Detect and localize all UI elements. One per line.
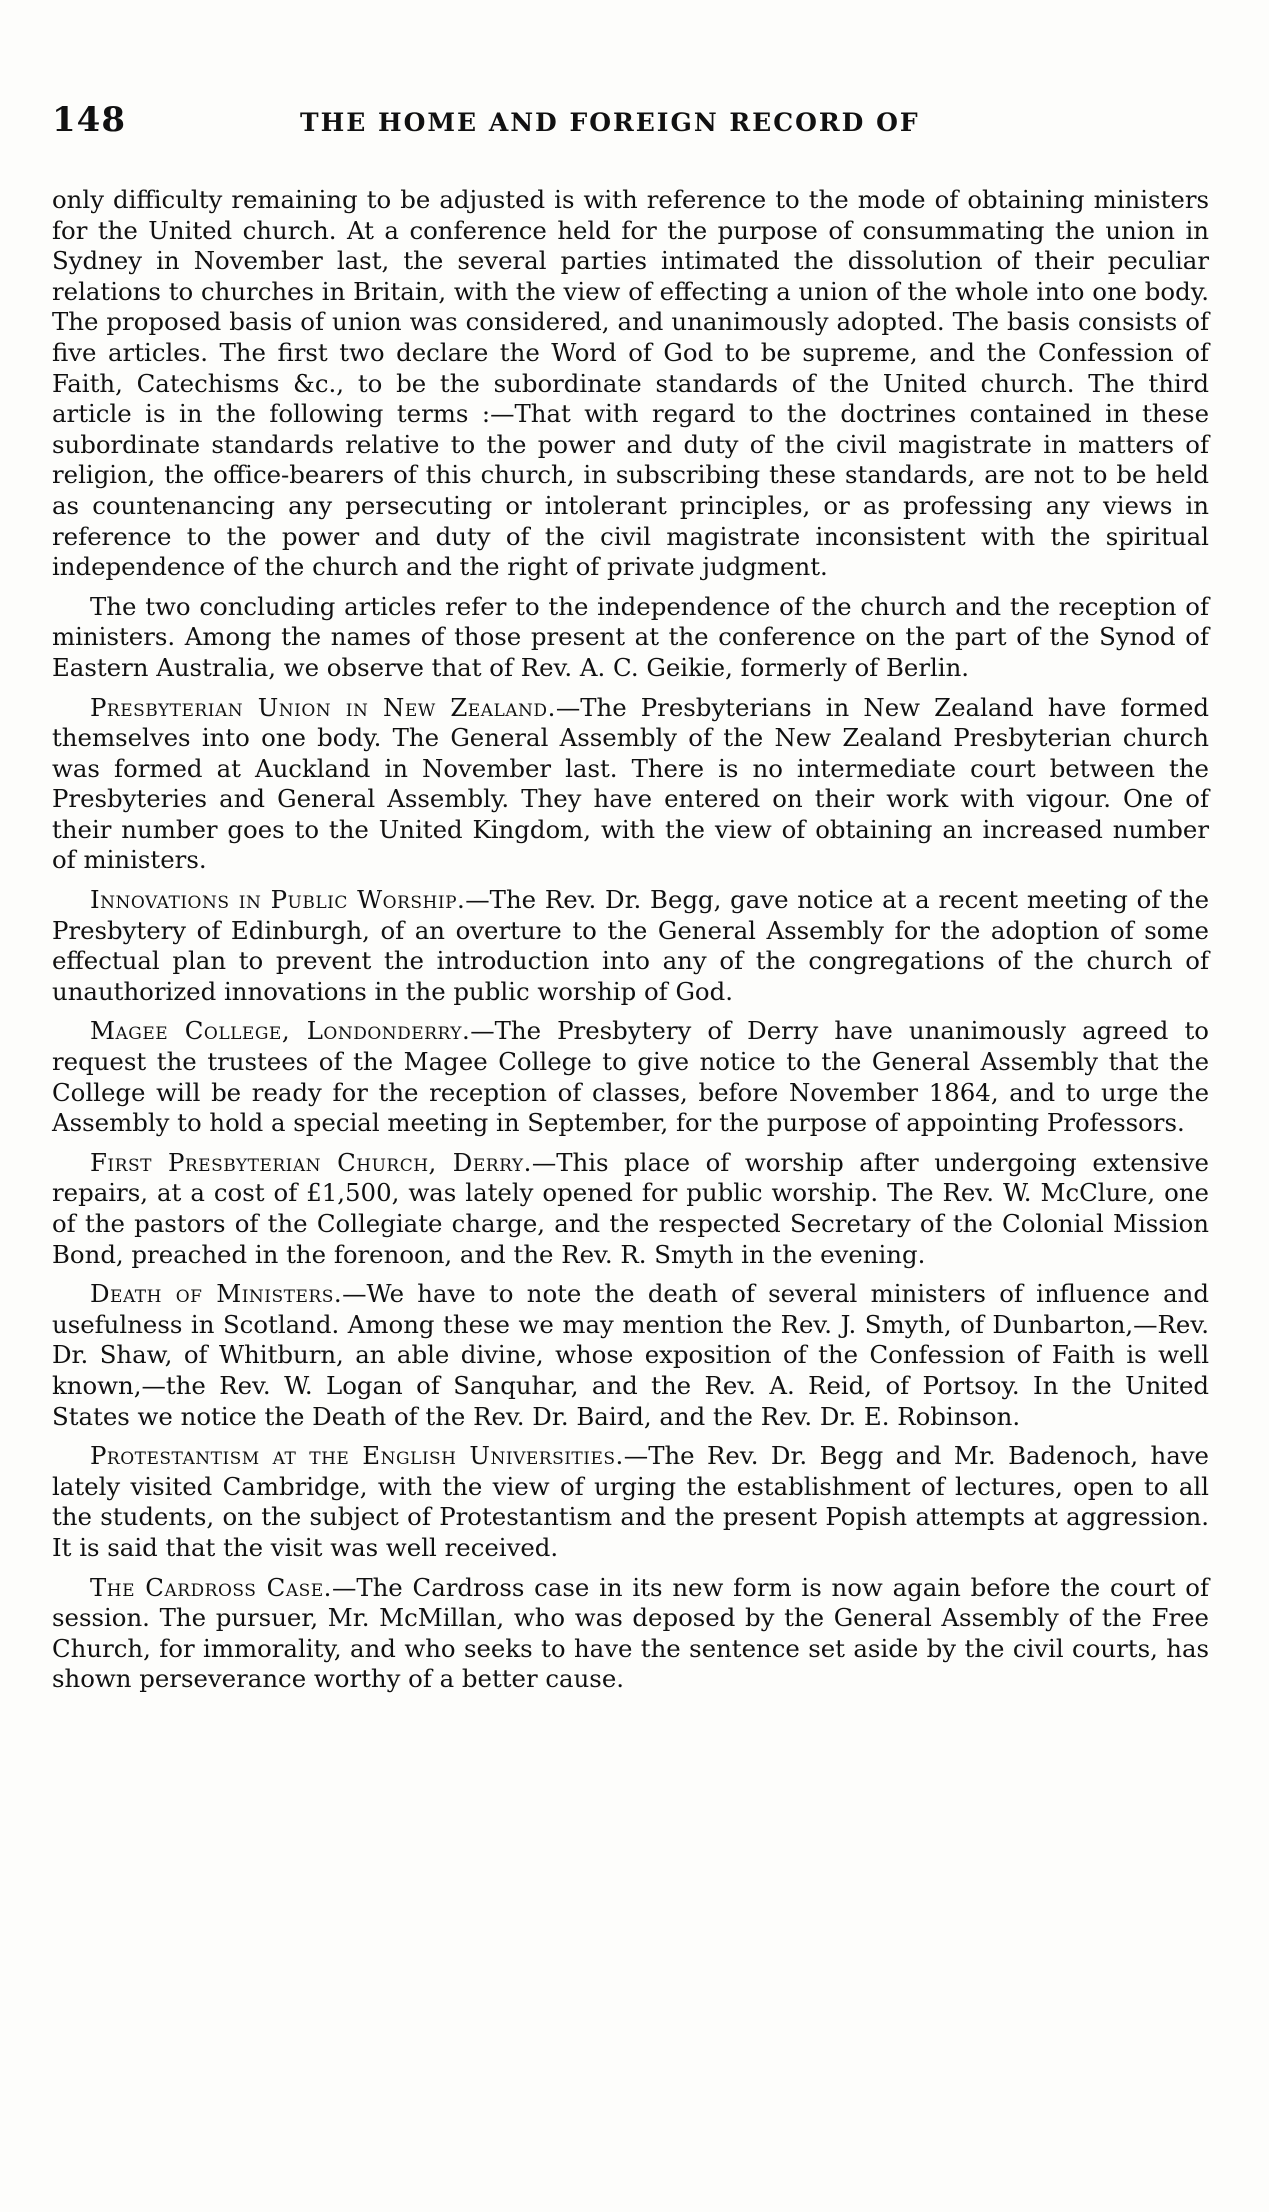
paragraph-text: —The Presbytery of Derry have unanimously agreed to request the trustees of the Magee College to give notice to the General Assembly that the College will be ready for the reception of classes, before November 1864, and to urge the Assembly to hold a special meeting in September, for the purpose of appointing Professors.: [52, 1016, 1209, 1138]
page-header: [52, 100, 1212, 150]
page-number: 148: [52, 100, 126, 140]
section-heading: Death of Ministers.: [90, 1279, 343, 1309]
section-heading: Magee College, Londonderry.: [90, 1016, 471, 1046]
paragraph-union-basis: [52, 185, 1209, 583]
paragraph-cardross-case: [52, 1573, 1209, 1695]
article-body: [52, 185, 1209, 1704]
section-heading: The Cardross Case.: [90, 1572, 332, 1602]
section-heading: First Presbyterian Church, Derry.: [90, 1147, 532, 1177]
paragraph-magee-college: [52, 1016, 1209, 1138]
paragraph-new-zealand: [52, 693, 1209, 877]
paragraph-text: —The Rev. Dr. Begg and Mr. Badenoch, have lately visited Cambridge, with the view of urging the establishment of lectures, open to all the students, on the subject of Protestantism and the present Popish attempts at aggression. It is said that the visit was well received.: [52, 1441, 1209, 1562]
paragraph-death-of-ministers: [52, 1279, 1209, 1432]
section-heading: Protestantism at the English Universities.: [90, 1441, 624, 1471]
paragraph-protestantism: [52, 1441, 1209, 1563]
running-head: THE HOME AND FOREIGN RECORD OF: [300, 108, 920, 137]
paragraph-first-presbyterian: [52, 1148, 1209, 1270]
paragraph-text: —The Presbyterians in New Zealand have formed themselves into one body. The General Assembly of the New Zealand Presbyterian church was formed at Auckland in November last. There is no intermediate court between the Presbyteries and General Assembly. They have entered on their work with vigour. One of their number goes to the United Kingdom, with the view of obtaining an increased number of ministers.: [52, 692, 1209, 875]
paragraph-text: —This place of worship after undergoing extensive repairs, at a cost of £1,500, was lately opened for public worship. The Rev. W. McClure, one of the pastors of the Collegiate charge, and the respected Secretary of the Colonial Mission Bond, preached in the forenoon, and the Rev. R. Smyth in the evening.: [52, 1147, 1209, 1269]
paragraph-text: only difficulty remaining to be adjusted is with reference to the mode of obtaining ministers for the United church. At a conference held for the purpose of consummating the union in Sydney in November last, the several parties intimated the dissolution of their peculiar relations to churches in Britain, with the view of effecting a union of the whole into one body. The proposed basis of union was considered, and unanimously adopted. The basis consists of five articles. The first two declare the Word of God to be supreme, and the Confession of Faith, Catechisms &c., to be the subordinate standards of the United church. The third article is in the following terms :—That with regard to the doctrines contained in these subordinate standards relative to the power and duty of the civil magistrate in matters of religion, the office-bearers of this church, in subscribing these standards, are not to be held as countenancing any persecuting or intolerant principles, or as professing any views in reference to the power and duty of the civil magistrate inconsistent with the spiritual independence of the church and the right of private judgment.: [52, 185, 1209, 582]
paragraph-concluding-articles: [52, 592, 1209, 684]
paragraph-text: —The Cardross case in its new form is now again before the court of session. The pursuer, Mr. McMillan, who was deposed by the General Assembly of the Free Church, for immorality, and who seeks to have the sentence set aside by the civil courts, has shown perseverance worthy of a better cause.: [52, 1572, 1209, 1694]
paragraph-text: —We have to note the death of several ministers of influence and usefulness in Scotland. Among these we may mention the Rev. J. Smyth, of Dunbarton,—Rev. Dr. Shaw, of Whitburn, an able divine, whose exposition of the Confession of Faith is well known,—the Rev. W. Logan of Sanquhar, and the Rev. A. Reid, of Portsoy. In the United States we notice the Death of the Rev. Dr. Baird, and the Rev. Dr. E. Robinson.: [52, 1279, 1210, 1431]
section-heading: Innovations in Public Worship.: [90, 885, 466, 915]
paragraph-text: The two concluding articles refer to the independence of the church and the reception of ministers. Among the names of those present at the conference on the part of the Synod of Eastern Australia, we observe that of Rev. A. C. Geikie, formerly of Berlin.: [52, 591, 1209, 682]
section-heading: Presbyterian Union in New Zealand.: [90, 692, 556, 722]
paragraph-innovations: [52, 885, 1209, 1007]
paragraph-text: —The Rev. Dr. Begg, gave notice at a recent meeting of the Presbytery of Edinburgh, of an overture to the General Assembly for the adoption of some effectual plan to prevent the introduction into any of the congregations of the church of unauthorized innovations in the public worship of God.: [52, 885, 1209, 1006]
